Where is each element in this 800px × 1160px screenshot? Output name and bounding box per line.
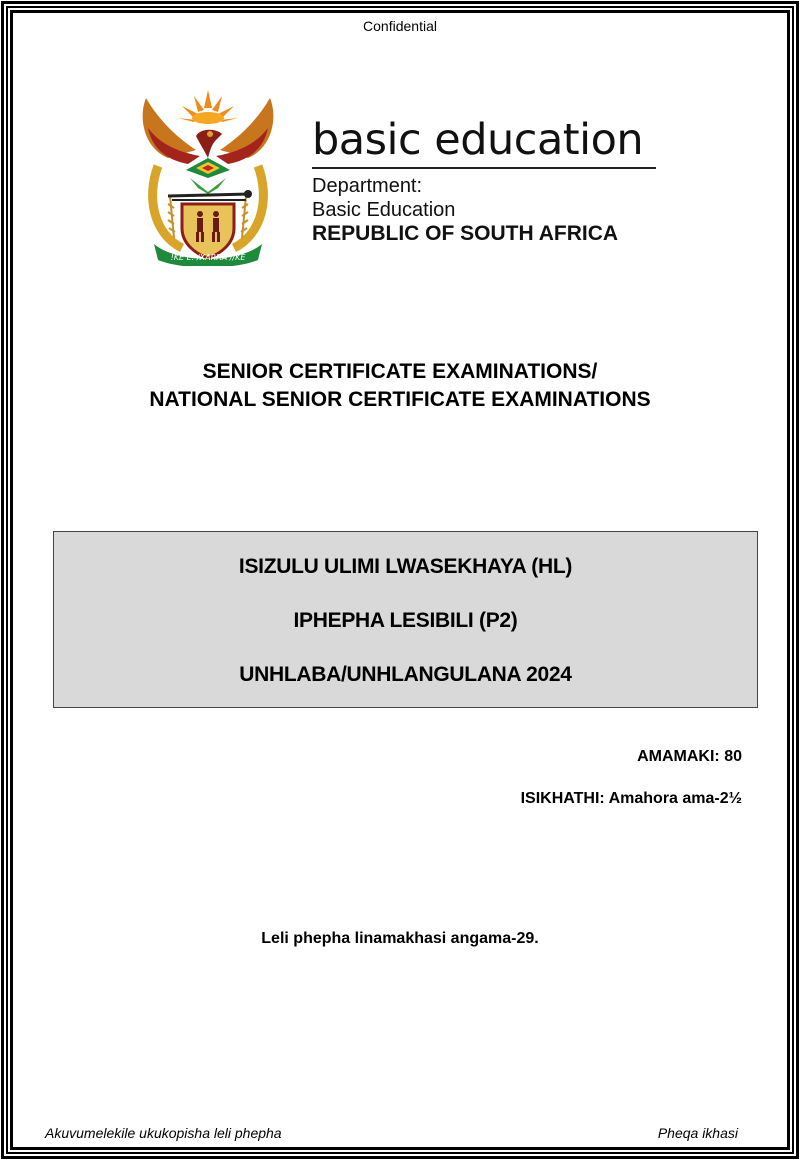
brand-name: basic education — [312, 115, 644, 165]
turn-page-notice: Pheqa ikhasi — [657, 1125, 738, 1141]
department-logo — [138, 88, 668, 268]
copy-prohibited-notice: Akuvumelekile ukukopisha leli phepha — [45, 1125, 282, 1141]
exam-session: UNHLABA/UNHLANGULANA 2024 — [239, 663, 572, 686]
subject-box — [53, 531, 758, 708]
brand-block — [312, 116, 658, 246]
page-count-note: Leli phepha linamakhasi angama-29. — [261, 930, 539, 947]
coat-of-arms-icon — [138, 88, 278, 266]
exam-duration: ISIKHATHI: Amahora ama-2½ — [520, 790, 742, 807]
exam-heading-line-1: SENIOR CERTIFICATE EXAMINATIONS/ — [202, 360, 598, 383]
total-marks: AMAMAKI: 80 — [637, 748, 742, 765]
subject-title: ISIZULU ULIMI LWASEKHAYA (HL) — [238, 555, 573, 578]
country-name: REPUBLIC OF SOUTH AFRICA — [312, 222, 619, 245]
department-name: Basic Education — [312, 199, 456, 221]
department-label: Department: — [312, 175, 423, 197]
brand-divider — [312, 167, 656, 169]
exam-heading-line-2: NATIONAL SENIOR CERTIFICATE EXAMINATIONS — [149, 388, 651, 411]
exam-heading — [0, 358, 800, 414]
svg-text:!KE E: /XARRA //KE: !KE E: /XARRA //KE — [170, 253, 246, 262]
confidential-label: Confidential — [363, 18, 437, 34]
paper-number: IPHEPHA LESIBILI (P2) — [293, 609, 518, 632]
